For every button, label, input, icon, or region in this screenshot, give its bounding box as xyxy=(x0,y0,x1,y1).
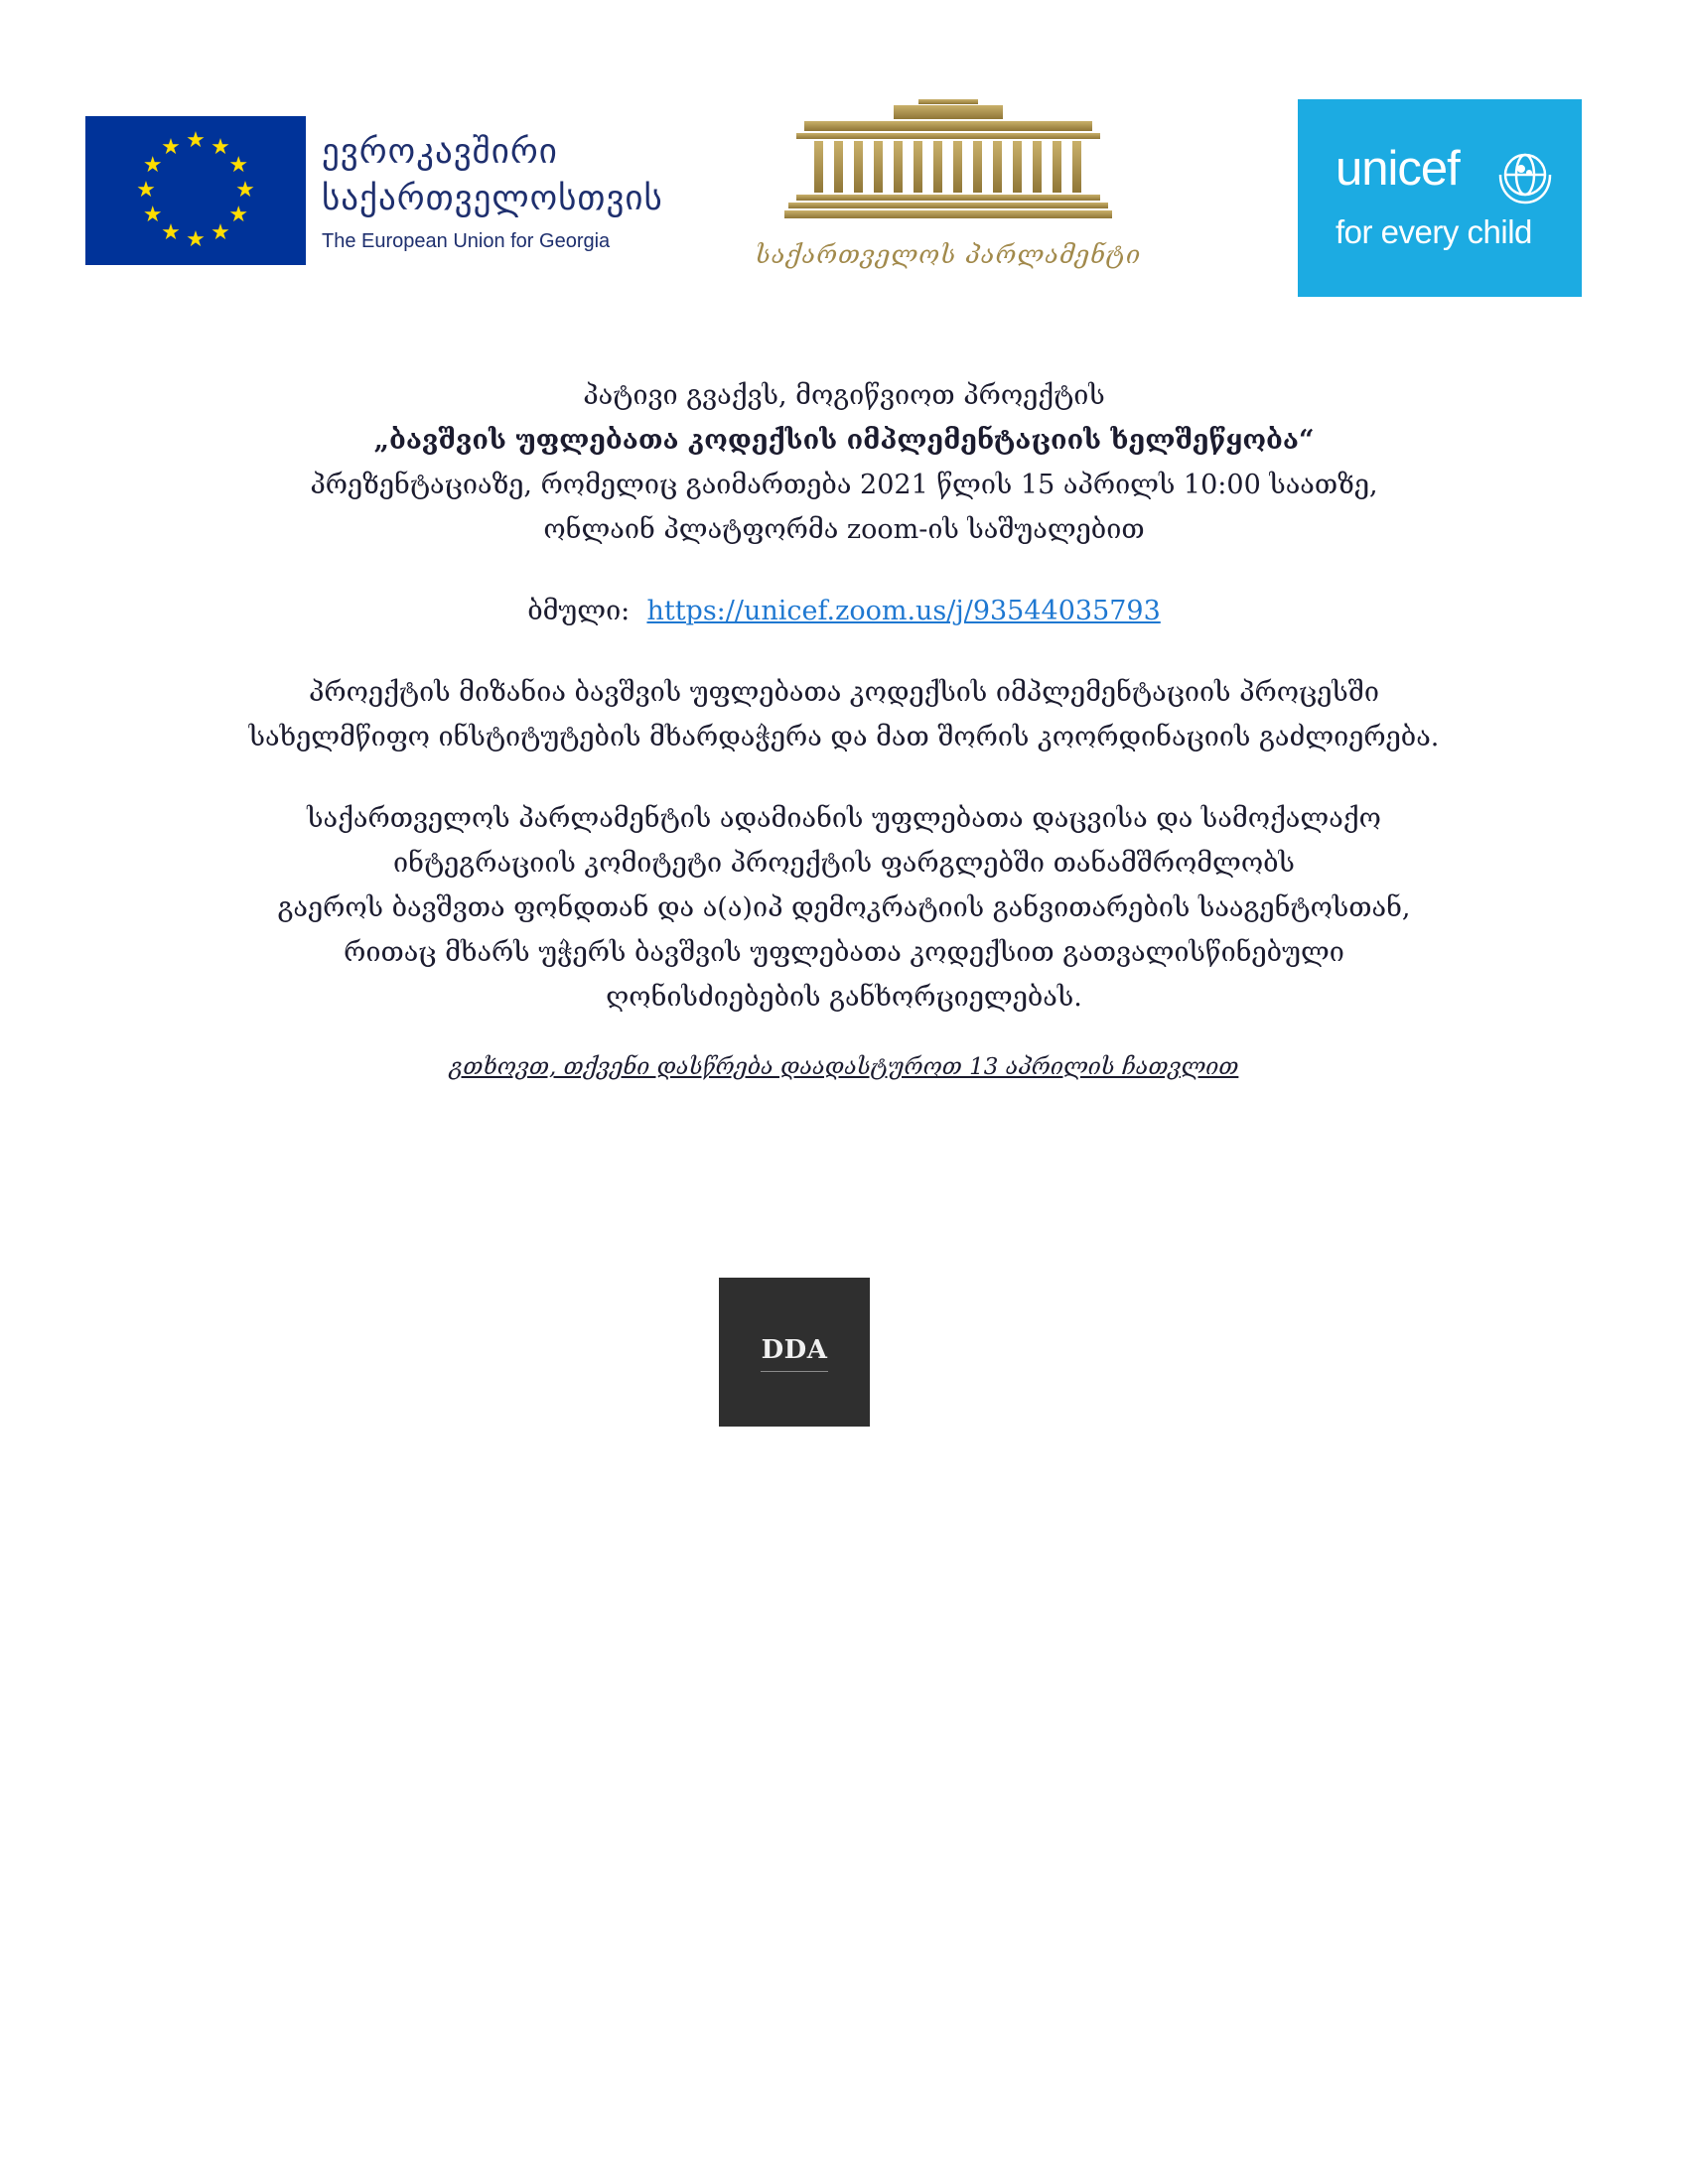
unicef-emblem-icon xyxy=(1494,145,1556,206)
eu-star-icon: ★ xyxy=(211,134,230,160)
dda-wordmark: DDA xyxy=(761,1335,828,1365)
unicef-wordmark: unicef xyxy=(1336,142,1460,196)
zoom-link-label: ბმული: xyxy=(527,596,631,626)
committee-line-1: საქართველოს პარლამენტის ადამიანის უფლებათა დაცვისა და სამოქალაქო xyxy=(307,803,1381,834)
eu-star-icon: ★ xyxy=(228,153,249,178)
committee-line-2: ინტეგრაციის კომიტეტი პროექტის ფარგლებში თანამშრომლობს xyxy=(393,848,1295,879)
eu-star-icon: ★ xyxy=(142,153,163,178)
committee-line-5: ღონისძიებების განხორციელებას. xyxy=(606,982,1082,1013)
invitation-line-4: ონლაინ პლატფორმა zoom-ის საშუალებით xyxy=(543,514,1145,545)
invitation-body xyxy=(149,373,1539,1087)
eu-flag-icon xyxy=(85,116,306,265)
unicef-tagline: for every child xyxy=(1336,213,1532,250)
eu-star-icon: ★ xyxy=(235,178,255,203)
project-title: „ბავშვის უფლებათა კოდექსის იმპლემენტაციის ხელშეწყობა“ xyxy=(373,425,1315,456)
committee-line-4: რითაც მხარს უჭერს ბავშვის უფლებათა კოდექსით გათვალისწინებული xyxy=(344,937,1344,968)
eu-logo-text xyxy=(322,129,798,253)
rsvp-note: გთხოვთ, თქვენი დასწრება დაადასტუროთ 13 აპრილის ჩათვლით xyxy=(449,1054,1239,1080)
invitation-line-1: პატივი გვაქვს, მოგიწვიოთ პროექტის xyxy=(583,380,1105,411)
eu-logo-line2: საქართველოსთვის xyxy=(322,178,663,218)
eu-star-icon: ★ xyxy=(142,203,163,227)
unicef-logo xyxy=(1298,99,1582,297)
parliament-logo xyxy=(755,99,1142,269)
zoom-link[interactable]: https://unicef.zoom.us/j/93544035793 xyxy=(646,596,1161,626)
invitation-line-3: პრეზენტაციაზე, რომელიც გაიმართება 2021 წლის 15 აპრილს 10:00 საათზე, xyxy=(310,470,1378,500)
parliament-name: საქართველოს პარლამენტი xyxy=(755,240,1142,269)
eu-star-icon: ★ xyxy=(186,227,206,252)
eu-star-icon: ★ xyxy=(161,220,181,246)
goal-line-1: პროექტის მიზანია ბავშვის უფლებათა კოდექსის იმპლემენტაციის პროცესში xyxy=(309,677,1379,708)
eu-star-icon: ★ xyxy=(136,178,156,203)
eu-logo-line1: ევროკავშირი xyxy=(322,131,558,172)
eu-star-icon: ★ xyxy=(211,220,230,246)
zoom-link-row xyxy=(149,589,1539,633)
dda-logo xyxy=(719,1278,870,1427)
eu-star-icon: ★ xyxy=(186,128,206,153)
eu-star-icon: ★ xyxy=(228,203,249,227)
eu-logo-english: The European Union for Georgia xyxy=(322,229,611,252)
goal-line-2: სახელმწიფო ინსტიტუტების მხარდაჭერა და მათ შორის კოორდინაციის გაძლიერება. xyxy=(248,722,1440,752)
dda-rule xyxy=(761,1371,828,1372)
eu-for-georgia-logo xyxy=(85,116,798,265)
committee-line-3: გაეროს ბავშვთა ფონდთან და ა(ა)იპ დემოკრატიის განვითარების სააგენტოსთან, xyxy=(277,892,1411,923)
parliament-building-icon xyxy=(784,99,1112,220)
eu-star-icon: ★ xyxy=(161,134,181,160)
